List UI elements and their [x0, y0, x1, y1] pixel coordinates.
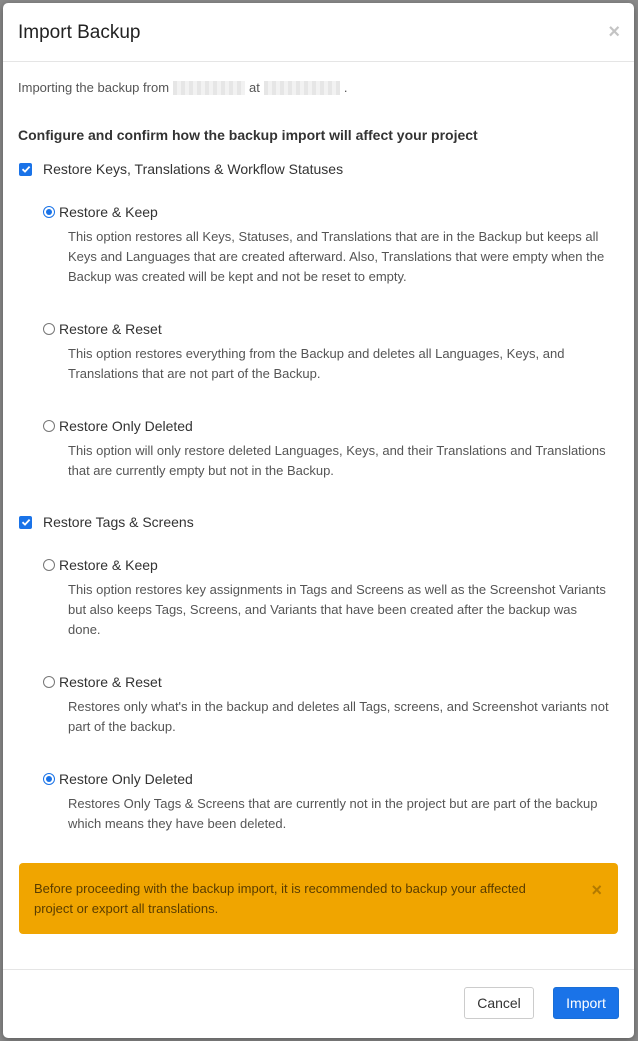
option-keys-restore-reset — [43, 320, 613, 384]
option-keys-restore-keep — [43, 203, 613, 287]
option-tags-restore-keep — [43, 556, 613, 640]
import-button[interactable]: Import — [553, 987, 619, 1019]
restore-keys-checkbox-row[interactable] — [19, 161, 343, 177]
redacted-date — [264, 81, 340, 95]
dialog-footer — [3, 969, 634, 1038]
option-description: Restores only what's in the backup and deletes all Tags, screens, and Screenshot variants not part of the backup. — [68, 699, 609, 734]
option-tags-restore-only-deleted — [43, 770, 613, 834]
radio-unselected-icon[interactable] — [43, 676, 55, 688]
restore-tags-label: Restore Tags & Screens — [43, 514, 194, 530]
option-label[interactable]: Restore & Reset — [59, 321, 162, 337]
option-label[interactable]: Restore Only Deleted — [59, 418, 193, 434]
checkbox-checked-icon[interactable] — [19, 163, 32, 176]
intro-prefix: Importing the backup from — [18, 80, 170, 95]
radio-selected-icon[interactable] — [43, 206, 55, 218]
radio-unselected-icon[interactable] — [43, 323, 55, 335]
option-description: Restores Only Tags & Screens that are currently not in the project but are part of the backup which means they have been deleted. — [68, 796, 598, 831]
checkbox-checked-icon[interactable] — [19, 516, 32, 529]
cancel-button[interactable]: Cancel — [464, 987, 534, 1019]
import-backup-dialog — [3, 3, 634, 1038]
radio-unselected-icon[interactable] — [43, 559, 55, 571]
warning-alert — [19, 863, 618, 934]
intro-text — [18, 80, 348, 95]
option-label[interactable]: Restore & Keep — [59, 557, 158, 573]
close-icon[interactable]: × — [608, 21, 620, 43]
option-tags-restore-reset — [43, 673, 613, 737]
restore-keys-label: Restore Keys, Translations & Workflow Statuses — [43, 161, 344, 177]
section-heading: Configure and confirm how the backup import will affect your project — [18, 127, 478, 143]
redacted-project-name — [173, 81, 245, 95]
intro-middle: at — [249, 80, 260, 95]
option-label[interactable]: Restore & Reset — [59, 674, 162, 690]
option-description: This option will only restore deleted Languages, Keys, and their Translations and Translations that are currently empty but not in the Backup. — [68, 443, 606, 478]
intro-suffix: . — [343, 80, 348, 95]
option-label[interactable]: Restore & Keep — [59, 204, 158, 220]
dialog-title: Import Backup — [18, 22, 141, 43]
option-description: This option restores key assignments in Tags and Screens as well as the Screenshot Variants but also keeps Tags, Screens, and Variants that have been created after the backup was done. — [68, 582, 606, 637]
option-label[interactable]: Restore Only Deleted — [59, 771, 193, 787]
radio-selected-icon[interactable] — [43, 773, 55, 785]
dialog-header — [3, 3, 634, 62]
radio-unselected-icon[interactable] — [43, 420, 55, 432]
option-description: This option restores everything from the Backup and deletes all Languages, Keys, and Translations that are not part of the Backup. — [68, 346, 565, 381]
alert-text: Before proceeding with the backup import, it is recommended to backup your affected project or export all translations. — [34, 881, 526, 916]
restore-tags-checkbox-row[interactable] — [19, 514, 194, 530]
option-description: This option restores all Keys, Statuses, and Translations that are in the Backup but keeps all Keys and Languages that are created afterward. Also, Translations that were empty when the Backup was created will be kept and not be reset to empty. — [68, 229, 605, 284]
close-icon[interactable]: × — [591, 880, 602, 900]
option-keys-restore-only-deleted — [43, 417, 613, 481]
